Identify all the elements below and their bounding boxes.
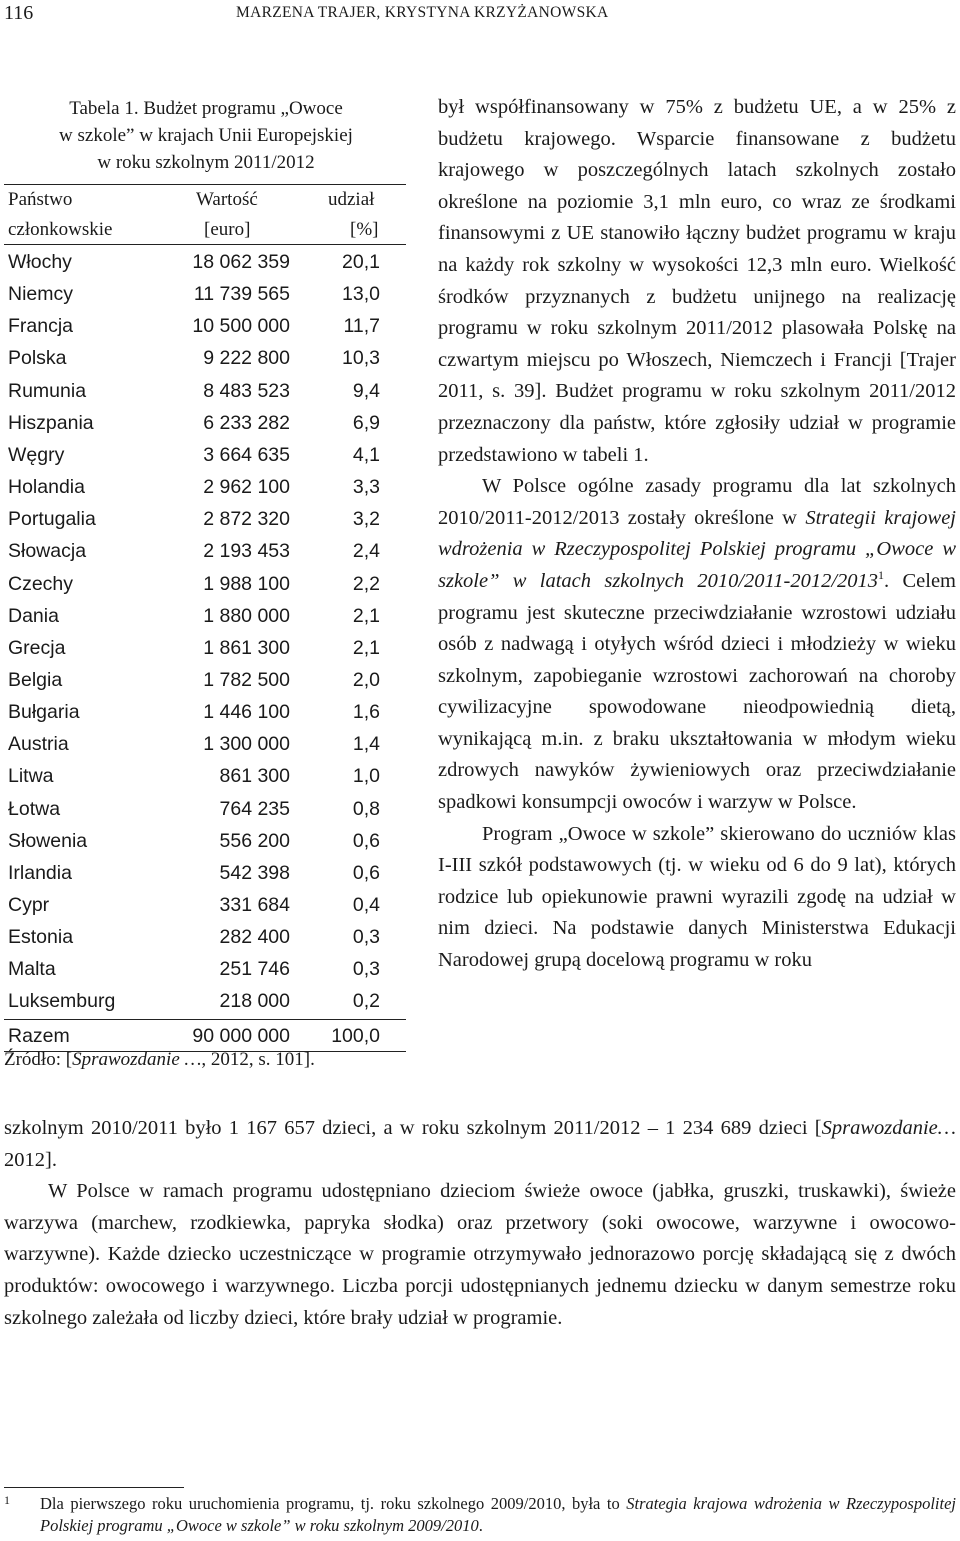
table-header-rule [4,244,406,245]
value-cell: 3 664 635 [203,443,290,466]
footnote-rule [4,1487,184,1488]
share-cell: 0,8 [352,797,380,820]
header-share: udział [328,189,375,210]
table-row [8,632,408,664]
value-cell: 6 233 282 [203,411,290,434]
country-cell: Węgry [8,443,65,466]
country-cell: Łotwa [8,797,61,820]
country-cell: Polska [8,347,67,370]
table-caption-line: Tabela 1. Budżet programu „Owoce [69,98,343,119]
footnote-text-a: Dla pierwszego roku uruchomienia programu, tj. roku szkolnego 2009/2010, była to [40,1494,627,1513]
share-cell: 1,0 [352,765,380,788]
value-cell: 2 962 100 [203,476,290,499]
value-cell: 8 483 523 [203,379,290,402]
paragraph: Program „Owoce w szkole” skierowano do uczniów klas I-III szkół podstawowych (tj. w wieku od 6 do 9 lat), których rodzice lub opiekunowie prawni wyrazili zgodę na udział w nim dzieci. Na podstawie danych Ministerstwa Edukacji Narodowej grupą docelową programu w roku [438,822,956,972]
paragraph-text: 2012]. [4,1148,57,1171]
country-cell: Austria [8,733,69,756]
country-cell: Francja [8,315,74,338]
table-row [8,310,408,342]
share-cell: 13,0 [342,283,380,306]
table-row [8,664,408,696]
table-row [8,342,408,374]
right-column-text [438,92,956,977]
share-cell: 0,3 [352,958,380,981]
share-cell: 10,3 [342,347,380,370]
share-cell: 0,2 [352,990,380,1013]
table-row [8,375,408,407]
country-cell: Litwa [8,765,54,788]
table-row [8,503,408,535]
share-cell: 9,4 [352,379,380,402]
header-country-2: członkowskie [8,219,113,240]
country-cell: Bułgaria [8,701,80,724]
value-cell: 1 880 000 [203,604,290,627]
value-cell: 9 222 800 [203,347,290,370]
source-prefix: Źródło: [ [4,1049,73,1070]
country-cell: Belgia [8,668,63,691]
running-title: MARZENA TRAJER, KRYSTYNA KRZYŻANOWSKA [236,4,609,21]
source-suffix: , 2012, s. 101]. [201,1049,315,1070]
share-cell: 1,4 [352,733,380,756]
share-cell: 0,4 [352,894,380,916]
table-row [8,696,408,728]
share-cell: 4,1 [352,443,380,466]
table-row [8,439,408,471]
country-cell: Luksemburg [8,990,116,1013]
table-source [4,1049,315,1071]
table-row [8,793,408,825]
header-value: Wartość [196,189,258,210]
country-cell: Hiszpania [8,411,94,434]
table-row [8,889,408,921]
country-cell: Grecja [8,636,66,659]
value-cell: 11 739 565 [193,283,290,306]
table-row [8,535,408,567]
value-cell: 2 872 320 [203,508,290,531]
value-cell: 1 782 500 [203,668,290,691]
country-cell: Dania [8,604,59,627]
table-caption-line: w roku szkolnym 2011/2012 [97,152,315,173]
table-row [8,985,408,1017]
table-row [8,278,408,310]
share-cell: 11,7 [343,315,380,338]
value-cell: 556 200 [219,829,290,852]
paragraph-text: . Celem programu jest skuteczne przeciwdziałanie wzrostowi udziału osób z nadwagą i otyłych wśród dzieci i młodzieży w wieku szkolnym, zapobieganie wzrostowi zachorowań na choroby cywilizacyjne spowodowane nieodpowiednią dietą, wynikającą m.in. z braku ukształtowania w młodym wieku zdrowych nawyków żywieniowych oraz przeciwdziałanie spadkowi konsumpcji owoców i warzyw w Polsce. [438,569,956,814]
share-cell: 2,0 [352,668,380,691]
country-cell: Malta [8,958,56,981]
value-cell: 542 398 [219,861,290,884]
footnote-ref: 1 [878,568,885,583]
country-cell: Słowacja [8,540,87,563]
value-cell: 1 861 300 [203,636,290,659]
strategy-title: Strategii krajowej wdrożenia w Rzeczypospolitej Polskiej programu „Owoce w szkole” w latach szkolnych 2010/2011-2012/2013 [438,506,956,592]
value-cell: 251 746 [219,958,290,981]
share-cell: 0,6 [352,861,380,884]
total-value: 90 000 000 [192,1024,290,1047]
share-cell: 2,1 [352,636,380,659]
value-cell: 1 300 000 [203,733,290,756]
footnote-mark: 1 [4,1493,10,1507]
table-top-rule [4,184,406,185]
share-cell: 0,6 [352,829,380,852]
paragraph-text: szkolnym 2010/2011 było 1 167 657 dzieci, a w roku szkolnym 2011/2012 – 1 234 689 dzieci [ [4,1117,822,1139]
paragraph [4,1113,956,1176]
table-row [8,407,408,439]
table-row [8,825,408,857]
header-value-unit: [euro] [204,219,251,240]
table-row [8,953,408,985]
full-width-text [4,1113,956,1334]
country-cell: Irlandia [8,861,72,884]
value-cell: 18 062 359 [192,251,290,273]
value-cell: 282 400 [219,926,290,949]
value-cell: 2 193 453 [203,540,290,563]
share-cell: 2,1 [352,604,380,627]
paragraph: W Polsce w ramach programu udostępniano dzieciom świeże owoce (jabłka, gruszki, truskawki), świeże warzywa (marchew, rzodkiewka, papryka słodka) oraz przetwory (soki owocowe, warzywne i owocowo-warzywne). Każde dziecko uczestniczące w programie otrzymywało jednorazowo porcję składającą się z dwóch produktów: owocowego i warzywnego. Liczba porcji udostępnianych jednemu dziecku w danym semestrze roku szkolnego zależała od liczby dzieci, które brały udział w programie. [4,1180,956,1329]
table-row [8,760,408,792]
share-cell: 3,2 [352,508,380,531]
value-cell: 10 500 000 [192,315,290,338]
value-cell: 861 300 [219,765,290,788]
value-cell: 331 684 [219,894,290,916]
value-cell: 1 446 100 [203,701,290,724]
country-cell: Niemcy [8,283,74,306]
country-cell: Portugalia [8,508,96,531]
share-cell: 0,3 [352,926,380,949]
total-label: Razem [8,1024,70,1047]
share-cell: 1,6 [352,701,380,724]
country-cell: Słowenia [8,829,88,852]
table-caption [4,95,408,176]
paragraph [438,471,956,819]
share-cell: 2,4 [352,540,380,563]
value-cell: 1 988 100 [203,572,290,595]
share-cell: 20,1 [342,251,380,273]
page-number: 116 [4,2,34,24]
share-cell: 2,2 [352,572,380,595]
citation-italic: Sprawozdanie… [821,1117,956,1139]
paragraph: był współfinansowany w 75% z budżetu UE, a w 25% z budżetu krajowego. Wsparcie finansowane z budżetu krajowego w poszczególnych latach szkolnych zostało określone na poziomie 3,1 mln euro, co wraz ze środkami finansowymi z UE stanowiło łączny budżet programu w kraju na każdy rok szkolny w wysokości 12,3 mln euro. Wielkość środków przyznanych z budżetu unijnego na realizację programu w roku szkolnym 2011/2012 plasowała Polskę na czwartym miejscu po Włoszech, Niemczech i Francji [Trajer 2011, s. 39]. Budżet programu w roku szkolnym 2011/2012 przeznaczony dla państw, które zgłosiły udział w programie przedstawiono w tabeli 1. [438,96,956,466]
share-cell: 3,3 [352,476,380,499]
value-cell: 764 235 [219,797,290,820]
paragraph-text: W Polsce ogólne zasady programu dla lat szkolnych 2010/2011-2012/2013 zostały określone w [438,475,956,529]
footnote-text-b: . [478,1516,483,1535]
table-row [8,857,408,889]
footnote-text [40,1493,956,1537]
table-header [8,186,408,246]
country-cell: Holandia [8,476,85,499]
source-italic: Sprawozdanie … [72,1049,202,1070]
table-caption-line: w szkole” w krajach Unii Europejskiej [59,125,353,146]
country-cell: Czechy [8,572,74,595]
table-row [8,728,408,760]
total-share: 100,0 [331,1024,380,1047]
table-row [8,921,408,953]
footnote-italic: Strategia krajowa wdrożenia w Rzeczypospolitej Polskiej programu „Owoce w szkole” w roku szkolnym 2009/2010 [40,1494,957,1535]
country-cell: Włochy [8,251,72,273]
table-row [8,471,408,503]
share-cell: 6,9 [352,411,380,434]
country-cell: Estonia [8,926,74,949]
table-row [8,246,408,278]
country-cell: Rumunia [8,379,87,402]
table-row [8,568,408,600]
header-country: Państwo [8,189,73,210]
header-share-unit: [%] [350,219,379,240]
table-row [8,600,408,632]
value-cell: 218 000 [219,990,290,1013]
table-total-row [8,1020,408,1052]
country-cell: Cypr [8,894,50,916]
